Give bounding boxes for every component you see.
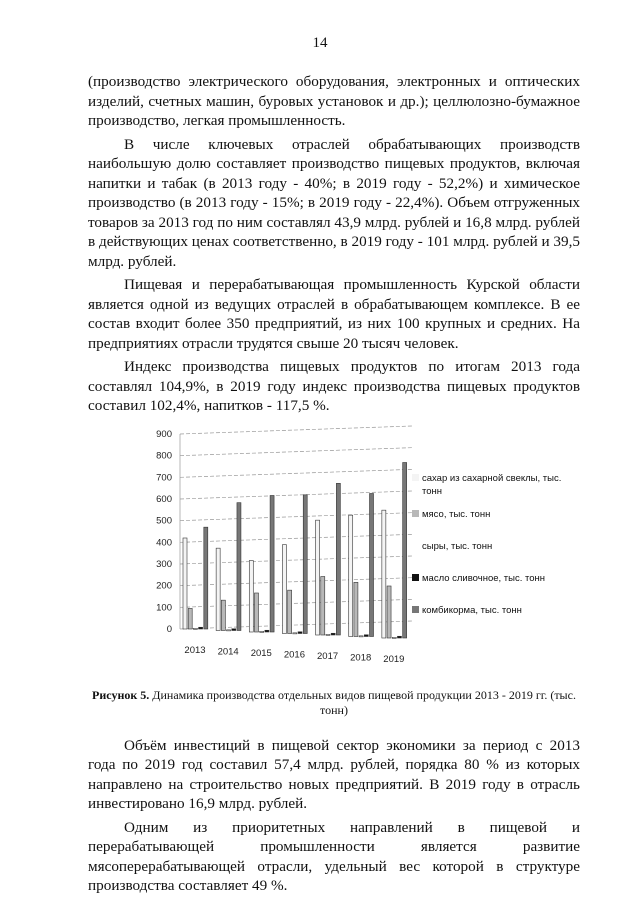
bar-2013-4 (204, 527, 208, 629)
legend-swatch (412, 606, 419, 613)
bar-2014-0 (216, 548, 220, 630)
legend-item (412, 604, 522, 617)
legend-swatch (412, 542, 419, 549)
figure (88, 424, 580, 682)
legend-label: комбикорма, тыс. тонн (422, 604, 522, 616)
bar-2017-3 (331, 633, 335, 635)
paragraph: Одним из приоритетных направлений в пищевой и перерабатывающей промышленности является развитие мясоперерабатывающей отрасли, удельный вес которой в структуре производства составляет 49 %. (88, 818, 580, 894)
bar-2018-0 (349, 515, 353, 636)
gridline (180, 599, 412, 607)
x-tick-label: 2016 (283, 649, 305, 660)
y-tick-label: 700 (156, 471, 172, 483)
bar-2016-3 (298, 631, 302, 633)
bar-2016-4 (303, 494, 307, 633)
y-tick-label: 500 (156, 515, 172, 527)
legend-item (412, 540, 492, 553)
bar-2016-0 (282, 544, 286, 633)
legend-swatch (412, 510, 419, 517)
x-tick-label: 2018 (350, 652, 372, 663)
legend-swatch (412, 574, 419, 581)
gridline (180, 577, 412, 585)
y-tick-label: 200 (156, 580, 172, 592)
bar-2019-1 (387, 586, 391, 638)
y-tick-label: 800 (156, 450, 172, 462)
bar-2015-3 (265, 630, 269, 632)
x-tick-label: 2014 (217, 646, 239, 657)
y-tick-label: 100 (156, 601, 172, 613)
legend-swatch (412, 474, 419, 481)
bar-2017-1 (321, 576, 325, 635)
gridline (180, 621, 412, 629)
paragraph: В числе ключевых отраслей обрабатывающих производств наибольшую долю составляет производство пищевых продуктов, включая напитки и табак (в 2013 году - 40%; в 2019 году - 52,2%) и химическое производство (в 2013 году - 15%; в 2019 году - 22,4%). Объем отгруженных товаров за 2013 год по ним составлял 43,9 млрд. рублей и 16,8 млрд. рублей в действующих ценах соответственно, в 2019 году - 101 млрд. рублей и 39,5 млрд. рублей. (88, 135, 581, 270)
bar-2014-3 (232, 628, 236, 630)
gridline (180, 469, 412, 477)
gridline (180, 556, 412, 564)
legend-label: масло сливочное, тыс. тонн (422, 572, 546, 584)
production-chart (140, 424, 420, 676)
legend-label: сыры, тыс. тонн (422, 540, 493, 552)
bar-2016-2 (293, 632, 297, 633)
y-tick-label: 600 (156, 493, 172, 505)
figure-label: Рисунок 5. (92, 687, 150, 702)
gridline (180, 534, 412, 542)
legend-item (412, 508, 490, 521)
x-tick-label: 2019 (383, 653, 405, 665)
bar-2016-1 (288, 590, 292, 633)
gridline (180, 447, 412, 455)
gridline (180, 512, 412, 520)
page-number: 14 (312, 35, 328, 51)
legend-item (412, 572, 545, 585)
legend-label: мясо, тыс. тонн (422, 508, 491, 520)
bar-2014-4 (237, 502, 241, 630)
paragraph: (производство электрического оборудования, электронных и оптических изделий, счетных машин, буровых установок и др.); целлюлозно-бумажное производство, легкая промышленность. (88, 73, 580, 129)
bar-2019-0 (382, 510, 386, 638)
y-tick-label: 0 (166, 623, 172, 635)
bar-2018-2 (359, 635, 363, 636)
bar-2018-1 (354, 582, 358, 636)
bar-2019-3 (397, 636, 401, 638)
bar-2015-0 (249, 560, 253, 632)
paragraph: Индекс производства пищевых продуктов по итогам 2013 года составлял 104,9%, в 2019 году индекс производства пищевых продуктов составил 102,4%, напитков - 117,5 %. (88, 358, 580, 414)
bar-2019-4 (403, 462, 407, 638)
bar-2014-2 (227, 629, 231, 630)
bar-2013-2 (193, 628, 197, 629)
bar-2013-0 (183, 538, 187, 629)
chart-svg (140, 424, 420, 676)
bar-2015-2 (260, 631, 264, 632)
figure-caption (88, 688, 580, 718)
x-tick-label: 2017 (317, 650, 339, 662)
legend-label: сахар из сахарной свеклы, тыс. тонн (422, 472, 562, 497)
bar-2019-2 (392, 637, 396, 638)
paragraph: Пищевая и перерабатывающая промышленность Курской области является одной из ведущих отраслей в обрабатывающем комплексе. В ее состав входит более 350 предприятий, из них 100 крупных и средних. На предприятиях отрасли трудятся свыше 20 тысяч человек. (88, 276, 580, 352)
legend-item (412, 472, 572, 498)
bar-2018-4 (370, 493, 374, 636)
y-tick-label: 400 (156, 536, 172, 548)
y-tick-label: 300 (156, 558, 172, 570)
paragraph: Объём инвестиций в пищевой сектор экономики за период с 2013 года по 2019 год составил 57,4 млрд. рублей, порядка 80 % из которых направлено на строительство новых предприятий. В 2019 году в отрасль инвестировано 16,9 млрд. рублей. (88, 736, 580, 812)
figure-caption-text: Динамика производства отдельных видов пищевой продукции 2013 - 2019 гг. (тыс. тонн) (149, 687, 576, 717)
page-content (88, 72, 580, 900)
bar-2015-1 (254, 593, 258, 632)
gridline (180, 491, 412, 499)
bar-2013-3 (199, 627, 203, 629)
x-tick-label: 2015 (250, 647, 272, 659)
y-tick-label: 900 (156, 428, 172, 440)
bar-2014-1 (221, 600, 225, 630)
bar-2017-2 (326, 634, 330, 635)
x-tick-label: 2013 (184, 644, 206, 656)
gridline (180, 426, 412, 434)
bar-2013-1 (188, 608, 192, 629)
bar-2018-3 (364, 634, 368, 636)
bar-2015-4 (270, 495, 274, 632)
bar-2017-4 (336, 483, 340, 635)
bar-2017-0 (316, 520, 320, 635)
